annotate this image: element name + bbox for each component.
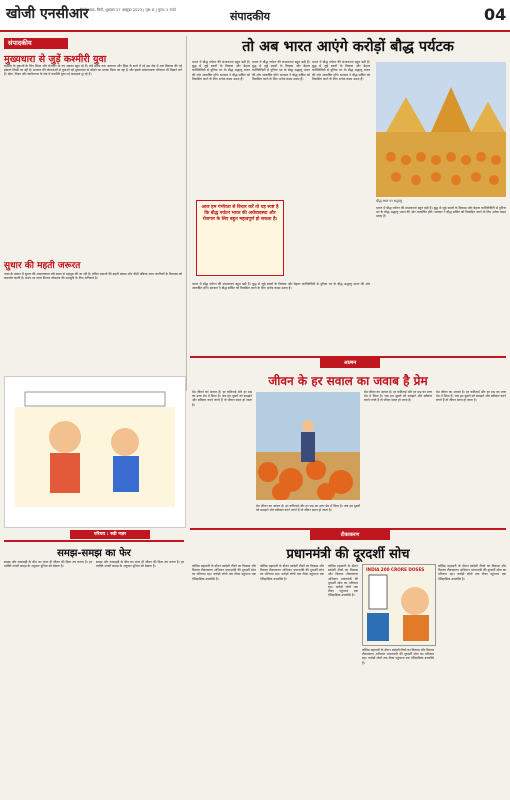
masthead-brand: खोजी एनसीआर	[6, 6, 89, 22]
cartoon-illustration	[5, 377, 185, 527]
editorial-body: कश्मीर के युवाओं के लिए शिक्षा और रोजगार के नए अवसर खुल रहे हैं। लंबे समय तक अलगाव और हिंसा के साये में रहे इस क्षेत्र में अब विकास की नई इबारत लिखी जा रही है। सरकार की योजनाओं से युवाओं को मुख्यधारा से जोड़ने का प्रयास किया जा रहा है और इसके सकारात्मक परिणाम भी दिखने लगे हैं। खेल, शिक्षा और स्वरोजगार के क्षेत्र में कश्मीरी युवा नई ऊंचाइयां छू रहे हैं।	[4, 64, 182, 77]
bottom-left-headline: समझ-समझ का फेर	[57, 548, 131, 559]
vaccine-ad	[362, 564, 436, 646]
tika-label: टीकाकरण	[310, 530, 390, 540]
dateline: फ़िरोज़ाबाद, सिटी, शुक्रवार 27 अक्टूबर 2023 | पृष्ठ: 8 | मूल्य: 2 रुपये	[80, 8, 176, 12]
vaccine-ad-title: INDIA 200 CRORE DOSES	[366, 567, 425, 572]
feature-label: आत्मन	[320, 358, 380, 368]
feature-photo	[256, 392, 360, 500]
feature-headline: जीवन के हर सवाल का जवाब है प्रेम	[268, 374, 428, 388]
feature-body-col2: प्रेम जीवन का आधार है। हर कठिनाई और हर प्रश्न का उत्तर प्रेम में छिपा है। जब हम दूसरों को समझने और स्वीकार करने लगते हैं तो जीवन सरल हो जाता है।	[256, 504, 360, 513]
section-title: संपादकीय	[230, 10, 271, 23]
feature-body-col3: प्रेम जीवन का आधार है। हर कठिनाई और हर प्रश्न का उत्तर प्रेम में छिपा है। जब हम दूसरों को समझने और स्वीकार करने लगते हैं तो जीवन सरल हो जाता है।	[364, 390, 432, 403]
tika-headline: प्रधानमंत्री की दूरदर्शी सोच	[286, 547, 410, 562]
reform-body: न्याय के शासन में सुधार की आवश्यकता लंबे समय से महसूस की जा रही है। लंबित मामलों की बढ़ती संख्या और धीमी प्रक्रिया आम नागरिकों के विश्वास को कमजोर करती है। समय पर न्याय मिलना लोकतंत्र की मजबूती के लिए अनिवार्य है।	[4, 272, 182, 281]
cartoon	[4, 376, 186, 528]
cartoon-label: परिचय : रुडी नज़र	[70, 530, 150, 539]
lead-body-col5: भारत में बौद्ध पर्यटन की संभावनाएं बहुत बड़ी हैं। बुद्ध से जुड़े स्थलों के विकास और बेहतर कनेक्टिविटी से दुनिया भर के बौद्ध श्रद्धालु भारत की ओर आकर्षित होंगे। सरकार ने बौद्ध सर्किट को विकसित करने के लिए अनेक कदम उठाए हैं।	[376, 206, 506, 219]
tika-body-col5: कोविड महामारी के दौरान स्वदेशी टीकों का विकास और विशाल टीकाकरण अभियान प्रधानमंत्री की दूरदर्शी सोच का परिणाम रहा। करोड़ों लोगों तक टीका पहुंचाना एक ऐतिहासिक उपलब्धि है।	[438, 564, 506, 581]
bottom-left-body-col1: समझ और नासमझी के बीच का अंतर ही जीवन की दिशा तय करता है। हर व्यक्ति अपनी समझ के अनुसार दुनिया को देखता है।	[4, 560, 92, 569]
feature-body-col4: प्रेम जीवन का आधार है। हर कठिनाई और हर प्रश्न का उत्तर प्रेम में छिपा है। जब हम दूसरों को समझने और स्वीकार करने लगते हैं तो जीवन सरल हो जाता है।	[436, 390, 506, 403]
tika-body-col4: कोविड महामारी के दौरान स्वदेशी टीकों का विकास और विशाल टीकाकरण अभियान प्रधानमंत्री की दूरदर्शी सोच का परिणाम रहा। करोड़ों लोगों तक टीका पहुंचाना एक ऐतिहासिक उपलब्धि है।	[362, 648, 434, 665]
vaccine-ad-art	[363, 565, 435, 645]
masthead-bar	[0, 0, 510, 32]
tika-body-col3: कोविड महामारी के दौरान स्वदेशी टीकों का विकास और विशाल टीकाकरण अभियान प्रधानमंत्री की दूरदर्शी सोच का परिणाम रहा। करोड़ों लोगों तक टीका पहुंचाना एक ऐतिहासिक उपलब्धि है।	[328, 564, 358, 598]
tika-body-col1: कोविड महामारी के दौरान स्वदेशी टीकों का विकास और विशाल टीकाकरण अभियान प्रधानमंत्री की दूरदर्शी सोच का परिणाम रहा। करोड़ों लोगों तक टीका पहुंचाना एक ऐतिहासिक उपलब्धि है।	[192, 564, 256, 581]
editorial-headline: मुख्यधारा से जुड़ें कश्मीरी युवा	[4, 54, 107, 65]
editorial-label: संपादकीय	[4, 38, 68, 49]
tika-body-col2: कोविड महामारी के दौरान स्वदेशी टीकों का विकास और विशाल टीकाकरण अभियान प्रधानमंत्री की दूरदर्शी सोच का परिणाम रहा। करोड़ों लोगों तक टीका पहुंचाना एक ऐतिहासिक उपलब्धि है।	[260, 564, 324, 581]
feature-body-col1: प्रेम जीवन का आधार है। हर कठिनाई और हर प्रश्न का उत्तर प्रेम में छिपा है। जब हम दूसरों को समझने और स्वीकार करने लगते हैं तो जीवन सरल हो जाता है।	[192, 390, 252, 407]
lead-photo	[376, 62, 506, 197]
bottom-left-body-col2: समझ और नासमझी के बीच का अंतर ही जीवन की दिशा तय करता है। हर व्यक्ति अपनी समझ के अनुसार दुनिया को देखता है।	[96, 560, 184, 569]
lead-body-col4: भारत में बौद्ध पर्यटन की संभावनाएं बहुत बड़ी हैं। बुद्ध से जुड़े स्थलों के विकास और बेहतर कनेक्टिविटी से दुनिया भर के बौद्ध श्रद्धालु भारत की ओर आकर्षित होंगे। सरकार ने बौद्ध सर्किट को विकसित करने के लिए अनेक कदम उठाए हैं।	[192, 282, 370, 291]
page-number: 04	[484, 5, 507, 24]
reform-headline: सुधार की महती जरूरत	[4, 261, 81, 271]
lead-body-col1: भारत में बौद्ध पर्यटन की संभावनाएं बहुत बड़ी हैं। बुद्ध से जुड़े स्थलों के विकास और बेहतर कनेक्टिविटी से दुनिया भर के बौद्ध श्रद्धालु भारत की ओर आकर्षित होंगे। सरकार ने बौद्ध सर्किट को विकसित करने के लिए अनेक कदम उठाए हैं।	[192, 60, 250, 81]
lead-body-col2: भारत में बौद्ध पर्यटन की संभावनाएं बहुत बड़ी हैं। बुद्ध से जुड़े स्थलों के विकास और बेहतर कनेक्टिविटी से दुनिया भर के बौद्ध श्रद्धालु भारत की ओर आकर्षित होंगे। सरकार ने बौद्ध सर्किट को विकसित करने के लिए अनेक कदम उठाए हैं।	[252, 60, 310, 81]
bottom-left-rule	[4, 540, 184, 542]
photo-caption: बौद्ध स्थल पर श्रद्धालु	[376, 199, 403, 203]
column-divider	[186, 36, 187, 391]
lead-headline: तो अब भारत आएंगे करोड़ों बौद्ध पर्यटक	[242, 39, 454, 55]
pull-quote: आज हम गंभीरता से विचार करें तो यह स्पष्ट है कि बौद्ध पर्यटन भारत की अर्थव्यवस्था और रोजगार के लिए बहुत महत्वपूर्ण हो सकता है।	[196, 200, 284, 276]
lead-body-col3: भारत में बौद्ध पर्यटन की संभावनाएं बहुत बड़ी हैं। बुद्ध से जुड़े स्थलों के विकास और बेहतर कनेक्टिविटी से दुनिया भर के बौद्ध श्रद्धालु भारत की ओर आकर्षित होंगे। सरकार ने बौद्ध सर्किट को विकसित करने के लिए अनेक कदम उठाए हैं।	[312, 60, 370, 81]
